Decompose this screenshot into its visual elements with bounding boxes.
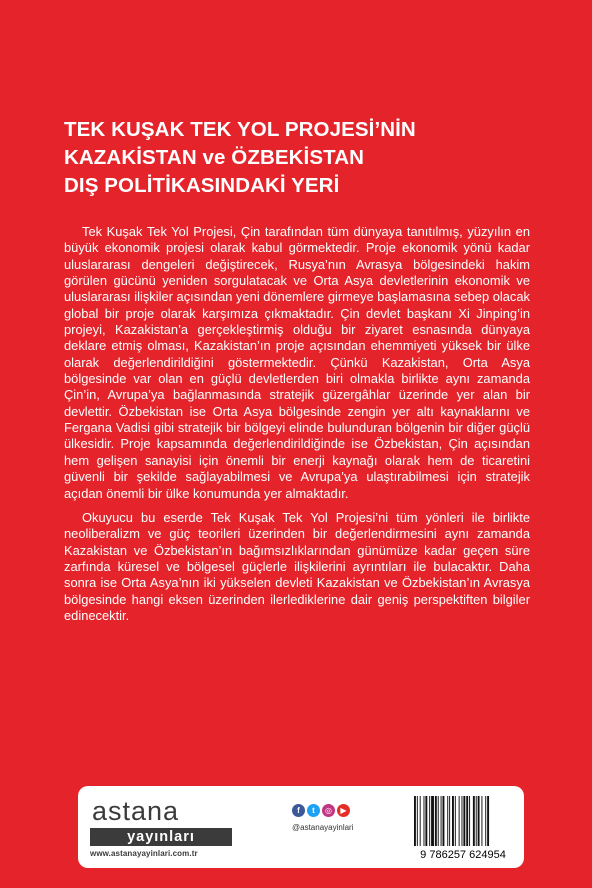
social-block <box>292 804 372 854</box>
publisher-logo-sub: yayınları <box>90 828 232 846</box>
instagram-icon: ◎ <box>322 804 335 817</box>
barcode-graphic <box>408 792 518 862</box>
book-title <box>64 116 544 200</box>
title-line-3: DIŞ POLİTİKASINDAKİ YERİ <box>64 174 340 197</box>
publisher-logo <box>86 794 236 860</box>
publisher-panel <box>78 786 524 868</box>
blurb-text <box>64 224 530 632</box>
publisher-url: www.astanayayinlari.com.tr <box>90 849 198 858</box>
blurb-paragraph-2: Okuyucu bu eserde Tek Kuşak Tek Yol Projesi’ni tüm yönleri ile birlikte neoliberalizm ve güç teorileri üzerinden bir değerlendirmesini aynı zamanda Kazakistan ve Özbekistan’ın bağımsızlıklarından günümüze kadar geçen süre zarfında küresel ve bölgesel güçlerle ilişkilerini ayrıntıları ile bulacaktır. Daha sonra ise Orta Asya’nın iki yükselen devleti Kazakistan ve Özbekistan’ın Avrasya bölgesinde hangi eksen üzerinden ilerlediklerine dair geniş perspektiften bilgiler edinecektir. <box>64 509 530 623</box>
title-line-1: TEK KUŞAK TEK YOL PROJESİ’NİN <box>64 118 416 141</box>
title-line-2: KAZAKİSTAN ve ÖZBEKİSTAN <box>64 146 365 169</box>
isbn-number: 9 786257 624954 <box>420 849 506 861</box>
social-handle: @astanayayinlari <box>292 823 354 832</box>
youtube-icon: ▶ <box>337 804 350 817</box>
facebook-icon: f <box>292 804 305 817</box>
publisher-logo-name: astana <box>92 796 180 826</box>
blurb-paragraph-1: Tek Kuşak Tek Yol Projesi, Çin tarafından tüm dünyaya tanıtılmış, yüzyılın en büyük ekonomik projesi olarak kabul görmektedir. Proje ekonomik yönü kadar uluslararası dengeleri değiştirecek, Rusya’nın Avrasya bölgesindeki hakim görülen gücünü yeniden sorgulatacak ve Orta Asya devletlerinin ekonomik ve uluslararası ilişkiler açısından yeni dönemlere girmeye başlamasına sebep olacak global bir proje olarak karşımıza çıkmaktadır. Çin devlet başkanı Xi Jinping’in projeyi, Kazakistan’a gerçekleştirmiş olduğu bir ziyaret esnasında dünyaya deklare etmiş olması, Kazakistan’ın proje açısından ehemmiyeti yüksek bir ülke olarak değerlendirildiğini göstermektedir. Çünkü Kazakistan, Orta Asya bölgesinde var olan en güçlü devletlerden biri olmakla birlikte aynı zamanda Çin’in, Avrupa’ya bağlanmasında stratejik güzergâhlar üzerinde yer alan bir devlettir. Özbekistan ise Orta Asya bölgesinde zengin yer altı kaynaklarını ve Fergana Vadisi gibi stratejik bir bölgeyi elinde bulunduran bölgenin bir diğer güçlü ülkesidir. Proje kapsamında değerlendirildiğinde ise Özbekistan, Çin açısından hem gelişen sanayisi için önemli bir enerji kaynağı olarak hem de ticaretini güvenli bir şekilde sağlayabilmesi ve Avrupa’ya ulaştırabilmesi için stratejik açıdan önemli bir ülke konumunda yer almaktadır. <box>64 224 530 501</box>
twitter-icon: t <box>307 804 320 817</box>
isbn-barcode <box>408 792 518 862</box>
